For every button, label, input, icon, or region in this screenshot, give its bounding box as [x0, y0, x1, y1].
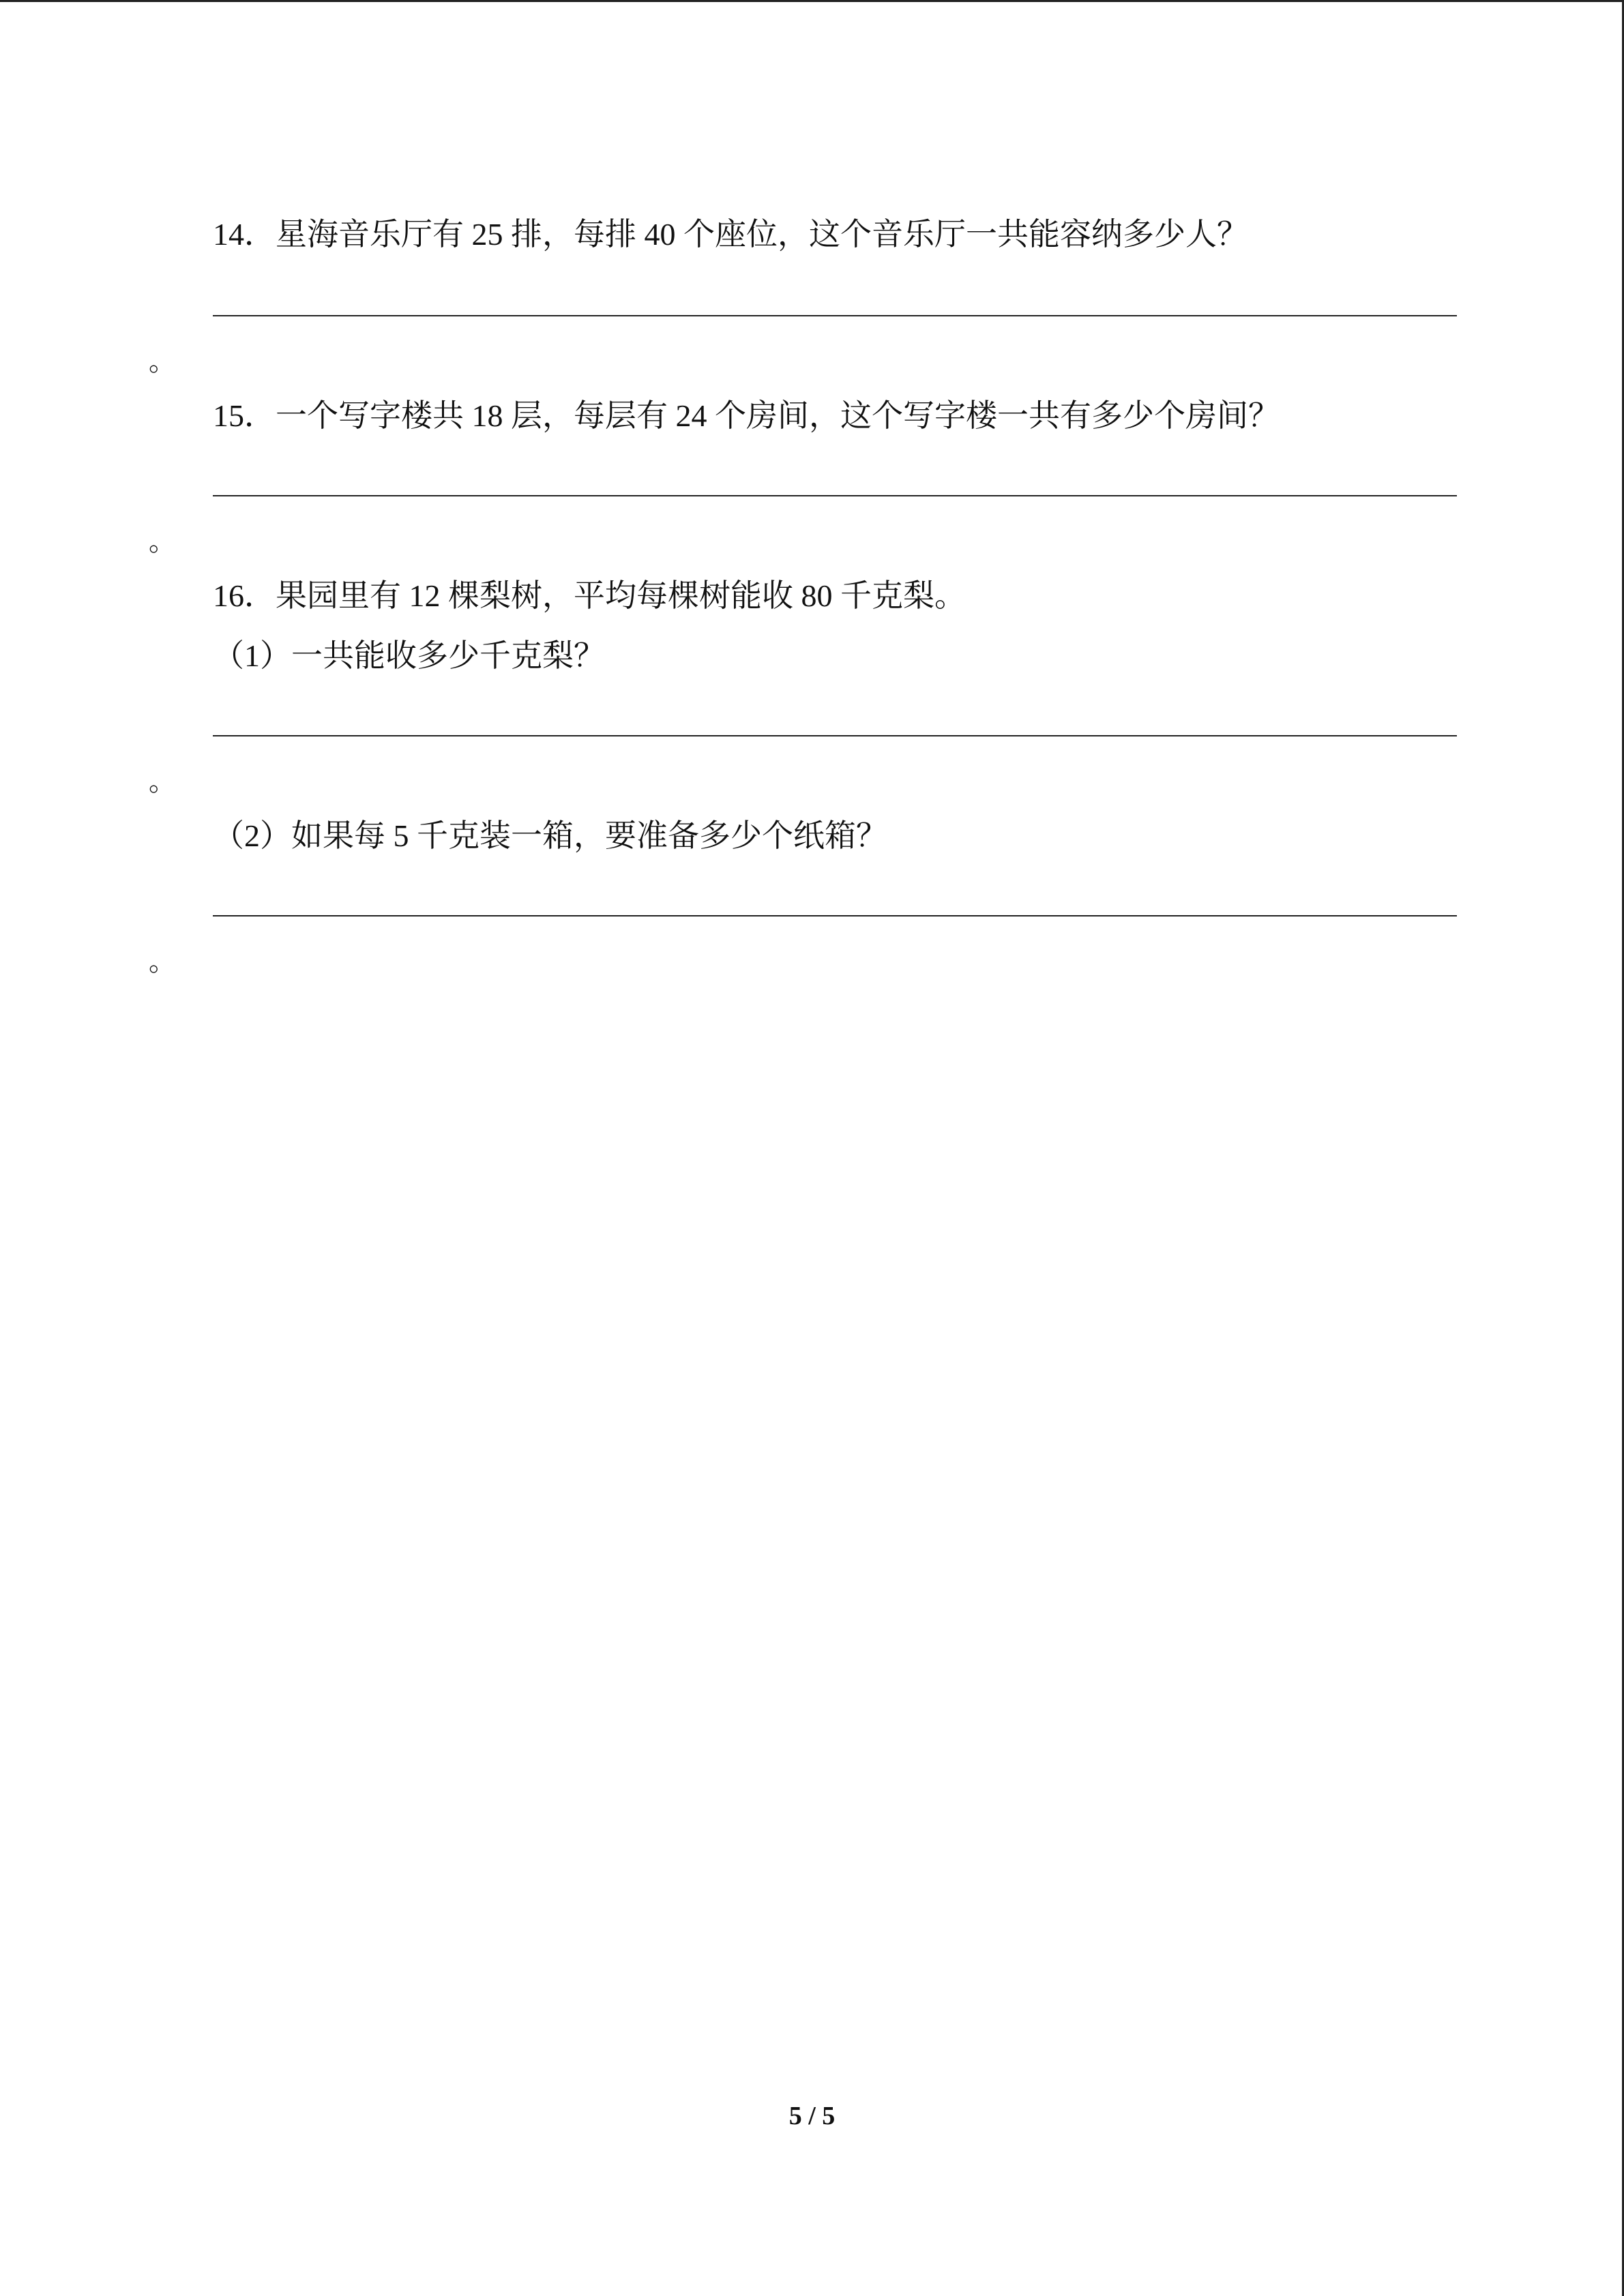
page-border-top: [0, 0, 1624, 2]
question-16-text: 16．果园里有 12 棵梨树，平均每棵树能收 80 千克梨。: [213, 578, 966, 613]
trailing-mark-14: 。: [149, 346, 176, 376]
answer-line-16-2[interactable]: [213, 915, 1457, 916]
trailing-mark-16-1: 。: [149, 766, 176, 796]
answer-line-14[interactable]: [213, 315, 1457, 316]
question-14-text: 14．星海音乐厅有 25 排，每排 40 个座位，这个音乐厅一共能容纳多少人？: [213, 217, 1248, 252]
trailing-mark-15: 。: [149, 526, 176, 556]
page-number: 5 / 5: [788, 2102, 836, 2130]
question-16-part-2-text: （2）如果每 5 千克装一箱，要准备多少个纸箱？: [213, 818, 887, 853]
question-16-part-1-text: （1）一共能收多少千克梨？: [213, 638, 605, 673]
answer-line-15[interactable]: [213, 495, 1457, 496]
answer-line-16-1[interactable]: [213, 735, 1457, 736]
question-15-text: 15．一个写字楼共 18 层，每层有 24 个房间，这个写字楼一共有多少个房间？: [213, 398, 1280, 433]
trailing-mark-16-2: 。: [149, 946, 176, 976]
